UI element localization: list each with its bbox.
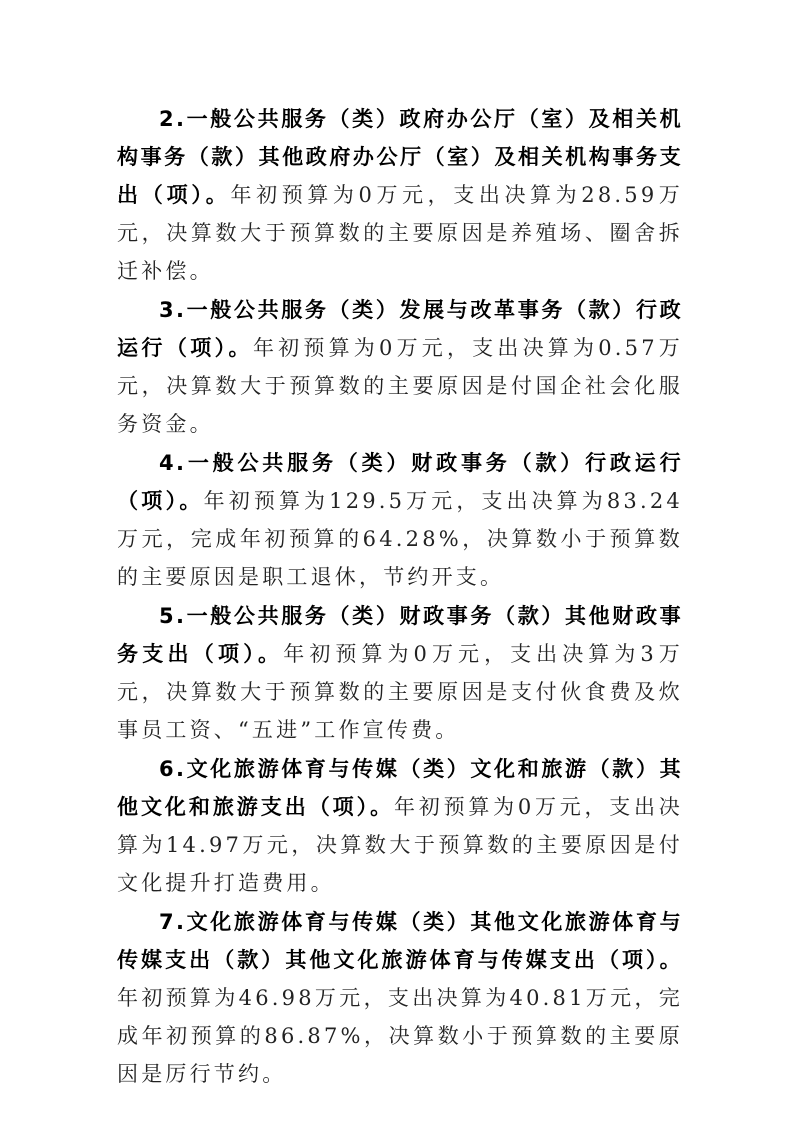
paragraph-item-4: [117, 444, 683, 596]
paragraph-body: 年初预算为46.98万元，支出决算为40.81万元，完成年初预算的86.87%，决算数小于预算数的主要原因是厉行节约。: [117, 986, 683, 1086]
paragraph-heading: 3.一般公共服务（类）发展与改革事务（款）行政运行（项）。: [117, 298, 683, 360]
paragraph-heading: 4.一般公共服务（类）财政事务（款）行政运行（项）。: [117, 451, 683, 513]
paragraph-heading: 5.一般公共服务（类）财政事务（款）其他财政事务支出（项）。: [117, 604, 683, 666]
paragraph-item-5: [117, 597, 683, 749]
paragraph-heading: 2.一般公共服务（类）政府办公厅（室）及相关机构事务（款）其他政府办公厅（室）及相关机构事务支出（项）。: [117, 107, 683, 207]
paragraph-item-7: [117, 903, 683, 1093]
paragraph-item-3: [117, 291, 683, 443]
paragraph-body: 年初预算为129.5万元，支出决算为83.24万元，完成年初预算的64.28%，决算数小于预算数的主要原因是职工退休，节约开支。: [117, 489, 683, 589]
paragraph-item-6: [117, 750, 683, 902]
paragraph-body: 年初预算为0万元，支出决算为0.57万元，决算数大于预算数的主要原因是付国企社会化服务资金。: [117, 336, 683, 436]
document-page: [117, 100, 683, 1094]
paragraph-heading: 7.文化旅游体育与传媒（类）其他文化旅游体育与传媒支出（款）其他文化旅游体育与传媒支出（项）。: [117, 910, 683, 972]
paragraph-body: 年初预算为0万元，支出决算为3万元，决算数大于预算数的主要原因是支付伙食费及炊事员工资、“五进”工作宣传费。: [117, 642, 683, 742]
paragraph-body: 年初预算为0万元，支出决算为28.59万元，决算数大于预算数的主要原因是养殖场、圈舍拆迁补偿。: [117, 183, 684, 283]
paragraph-heading: 6.文化旅游体育与传媒（类）文化和旅游（款）其他文化和旅游支出（项）。: [117, 757, 683, 819]
paragraph-body: 年初预算为0万元，支出决算为14.97万元，决算数大于预算数的主要原因是付文化提升打造费用。: [117, 795, 683, 895]
paragraph-item-2: [117, 100, 683, 290]
